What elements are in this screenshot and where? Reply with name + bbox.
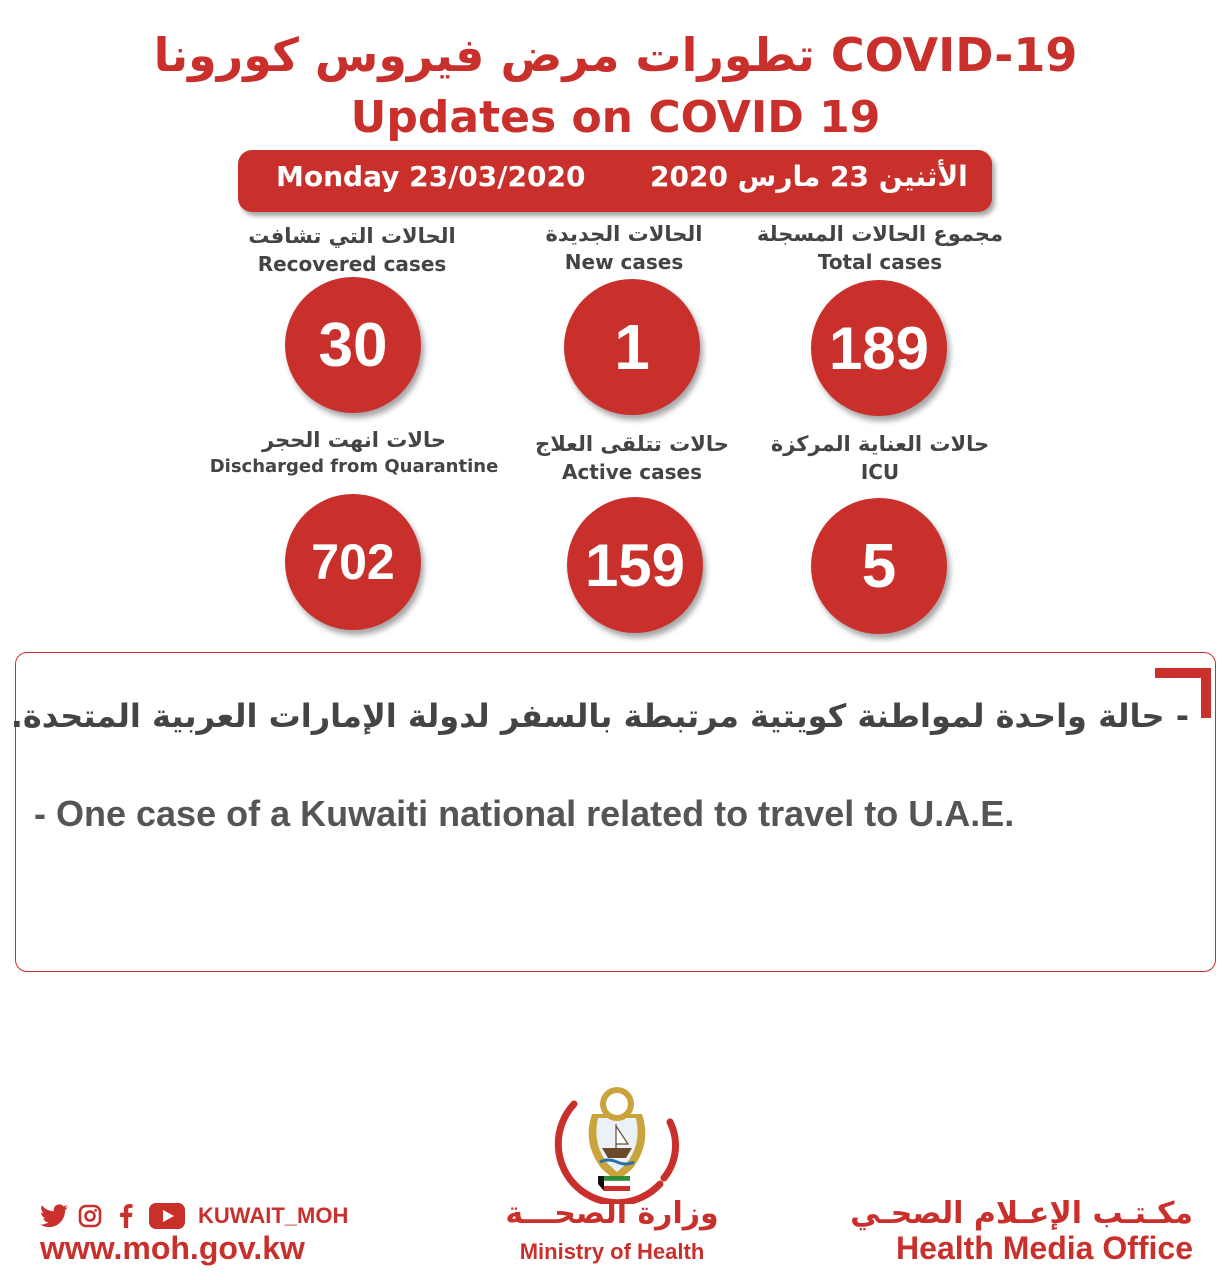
stat-label-english: Active cases bbox=[561, 460, 703, 484]
social-handle[interactable]: KUWAIT_MOH bbox=[198, 1203, 349, 1228]
facebook-icon[interactable] bbox=[112, 1203, 140, 1229]
page-title-arabic: تطورات مرض فيروس كورونا COVID-19 bbox=[153, 28, 1078, 82]
stat-active-value: 159 bbox=[567, 497, 703, 633]
stat-total-value: 189 bbox=[811, 280, 947, 416]
website-link[interactable]: www.moh.gov.kw bbox=[40, 1230, 305, 1266]
ministry-emblem-icon bbox=[552, 1074, 682, 1204]
stat-total-label bbox=[700, 222, 1060, 278]
stat-label-arabic: الحالات الجديدة bbox=[545, 222, 703, 246]
stat-label-arabic: حالات العناية المركزة bbox=[770, 432, 990, 456]
note-text-english: - One case of a Kuwaiti national related to travel to U.A.E. bbox=[34, 793, 1015, 834]
stat-new-value: 1 bbox=[564, 279, 700, 415]
date-english: Monday 23/03/2020 bbox=[276, 160, 586, 193]
stat-label-english: Discharged from Quarantine bbox=[209, 456, 499, 477]
social-links bbox=[40, 1203, 348, 1229]
ministry-name-english: Ministry of Health bbox=[519, 1239, 705, 1264]
date-arabic: الأثنين 23 مارس 2020 bbox=[650, 160, 968, 193]
stat-recovered-value: 30 bbox=[285, 277, 421, 413]
note-text-arabic: - حالة واحدة لمواطنة كويتية مرتبطة بالسفر لدولة الإمارات العربية المتحدة. bbox=[10, 697, 1189, 735]
stat-discharged-value: 702 bbox=[285, 494, 421, 630]
corner-accent bbox=[1201, 668, 1211, 718]
twitter-icon[interactable] bbox=[40, 1203, 68, 1229]
office-name-arabic: مكـتـب الإعـلام الصحـي bbox=[850, 1196, 1193, 1231]
youtube-icon[interactable] bbox=[148, 1203, 186, 1229]
stat-label-english: Total cases bbox=[817, 250, 943, 274]
stat-label-arabic: مجموع الحالات المسجلة bbox=[756, 222, 1004, 246]
stat-label-arabic: حالات تتلقى العلاج bbox=[535, 432, 729, 456]
stat-label-english: New cases bbox=[564, 250, 684, 274]
stat-label-english: Recovered cases bbox=[257, 252, 447, 276]
stat-label-arabic: حالات انهت الحجر bbox=[262, 428, 446, 452]
ministry-name-arabic: وزارة الصحـــة bbox=[505, 1196, 719, 1231]
office-name-english: Health Media Office bbox=[896, 1230, 1193, 1266]
stat-icu-value: 5 bbox=[811, 498, 947, 634]
stat-label-english: ICU bbox=[860, 460, 900, 484]
instagram-icon[interactable] bbox=[76, 1203, 104, 1229]
page-title-english: Updates on COVID 19 bbox=[350, 92, 881, 143]
stat-icu-label bbox=[700, 432, 1060, 488]
stat-label-arabic: الحالات التي تشافت bbox=[248, 224, 456, 248]
